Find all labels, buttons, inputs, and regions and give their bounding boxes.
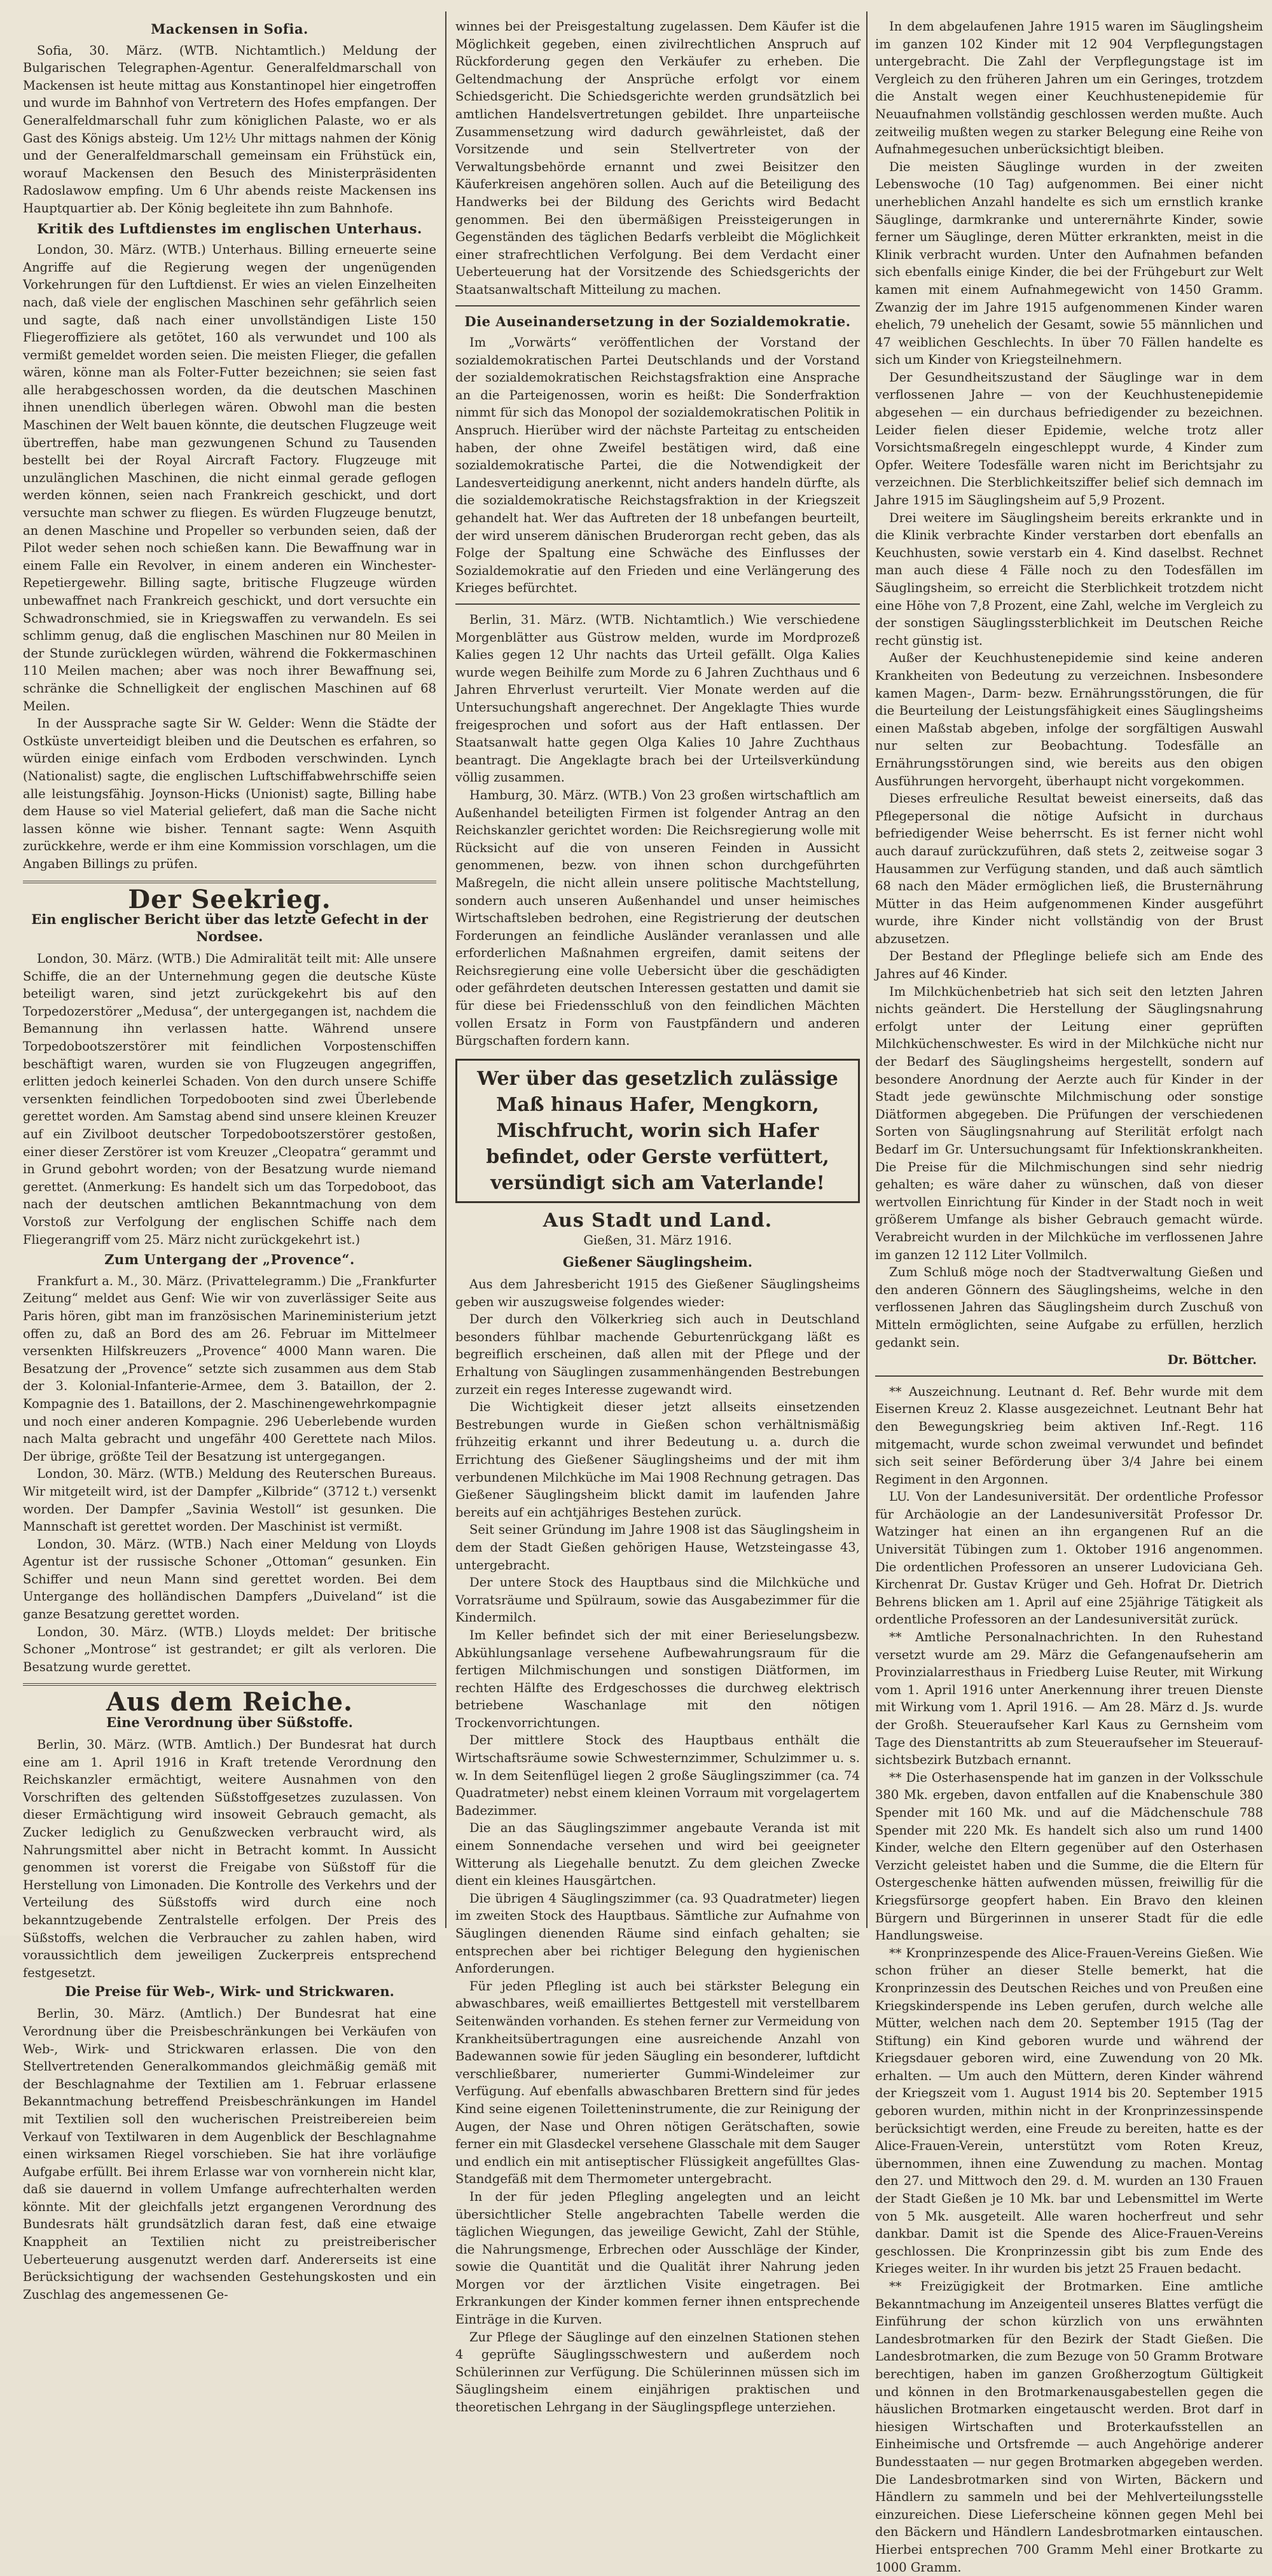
author-signature: Dr. Böttcher. (1167, 1353, 1257, 1368)
article-paragraph: In der für jeden Pflegling angelegten und an leicht übersichtlicher Stelle angebrachten Tabelle werden die täglichen Wiegungen, das jeweilige Gewicht, Zahl der Stühle, die Nahrungsmenge, Erbrechen oder Ausschläge der Kinder, sowie die Quantität und die Qualität ihrer Nahrung jeden Morgen vor der ärztlichen Visite eingetragen. Bei Erkrankungen der Kinder kommen ferner ihnen entsprechende Einträge in die Kurven. (455, 2189, 860, 2327)
subheadline-suessstoffe: Eine Verordnung über Süßstoffe. (106, 1714, 353, 1731)
article-paragraph: London, 30. März. (WTB.) Meldung des Reuterschen Bureaus. Wir mitgeteilt wird, ist der Dampfer „Kilbride“ (3712 t.) versenkt worden. Der Dampfer „Savinia Westoll“ ist gesunken. Die Mannschaft ist gerettet worden. Der Maschinist ist vermißt. (23, 1466, 436, 1534)
article-paragraph: ** Amtliche Personalnachrichten. In den Ruhestand versetzt wurde am 29. März die Gefangenaufseherin am Provinzialarresthaus in Friedberg Luise Reuter, mit Wirkung vom 1. April 1916 unter Anerkennung ihrer treuen Dienste mit Wirkung vom 1. April 1916. — Am 28. März d. Js. wurde der Großh. Steueraufseher Karl Kaus zu Gernsheim vom Tage des Dienstantritts ab zum Steueraufseher im Steueraufsichtsbezirk Butzbach ernannt. (875, 1630, 1263, 1768)
section-title-reiche: Aus dem Reiche. (106, 1687, 353, 1718)
article-paragraph: Frankfurt a. M., 30. März. (Privattelegramm.) Die „Frankfurter Zeitung“ meldet aus Genf: Wie wir von zuverlässiger Seite aus Paris hören, gibt man im französischen Marineministerium jetzt offen zu, daß an Bord des am 26. Februar im Mittelmeer versenkten Hilfskreuzers „Provence“ 4000 Mann waren. Die Besatzung der „Provence“ setzte sich zusammen aus dem Stab der 3. Kolonial-Infanterie-Armee, dem 3. Bataillon, der 2. Kompagnie des 1. Bataillons, der 2. Maschinengewehrkompagnie und noch einer anderen Kompagnie. 296 Ueberlebende wurden nach Malta gebracht und ungefähr 400 Gerettete nach Milos. Der übrige, größte Teil der Besatzung ist untergegangen. (23, 1273, 436, 1464)
article-paragraph: Berlin, 31. März. (WTB. Nichtamtlich.) Wie verschiedene Morgenblätter aus Güstrow melden, wurde im Mordprozeß Kalies gegen 12 Uhr nachts das Urteil gefällt. Olga Kalies wurde wegen Beihilfe zum Morde zu 6 Jahren Zuchthaus und 6 Jahren Ehrverlust verurteilt. Vier Monate werden auf die Untersuchungshaft angerechnet. Der Angeklagte Thies wurde freigesprochen und sofort aus der Haft entlassen. Der Staatsanwalt hatte gegen Olga Kalies 10 Jahre Zuchthaus beantragt. Die Angeklagte brach bei der Urteilsverkündung völlig zusammen. (455, 612, 860, 785)
article-paragraph: London, 30. März. (WTB.) Die Admiralität teilt mit: Alle unsere Schiffe, die an der Unternehmung gegen die deutsche Küste beteiligt waren, sind jetzt zurückgekehrt bis auf den Torpedozerstörer „Medusa“, der untergegangen ist, nachdem die Bemannung ihn verlassen hatte. Während unsere Torpedobootszerstörer mit feindlichen Vorpostenschiffen beschäftigt waren, wurden sie von Flugzeugen angegriffen, erlitten jedoch keinerlei Schaden. Von den durch unsere Schiffe versenkten feindlichen Torpedobooten sind zwei Überlebende gerettet worden. Am Samstag abend sind unsere kleinen Kreuzer auf ein Zivilboot deutscher Torpedobootszerstörer gestoßen, einer dieser Zerstörer ist vom Kreuzer „Cleopatra“ gerammt und in Grund gebohrt worden; von der Besatzung wurde niemand gerettet. (Anmerkung: Es handelt sich um das Torpedoboot, das nach der deutschen amtlichen Bekanntmachung von dem Vorstoß zur Verfolgung der englischen Schiffe nach dem Fliegerangriff vom 25. März nicht zurückgekehrt ist.) (23, 951, 436, 1247)
article-paragraph: winnes bei der Preisgestaltung zugelassen. Dem Käufer ist die Möglichkeit gegeben, einen zivilrechtlichen Anspruch auf Rückforderung gegen den Verkäufer zu erheben. Die Geltendmachung der Ansprüche erfolgt vor einem Schiedsgericht. Die Schiedsgerichte werden grundsätzlich bei amtlichen Handelsvertretungen gebildet. Ihre unparteiische Zusammensetzung wird dadurch gewährleistet, daß der Vorsitzende und sein Stellvertreter von der Verwaltungsbehörde ernannt und zwei Beisitzer den Käuferkreisen angehören sollen. Auch auf die Beteiligung des Handwerks bei der Bildung des Gerichts wird Bedacht genommen. Bei den übermäßigen Preissteigerungen in Gegenständen des täglichen Bedarfs verbleibt die Möglichkeit einer strafrechtlichen Verfolgung. Bei dem Verdacht einer Ueberteuerung hat der Vorsitzende des Schiedsgerichts der Staatsanwaltschaft Mitteilung zu machen. (455, 19, 860, 297)
article-paragraph: Drei weitere im Säuglingsheim bereits erkrankte und in die Klinik verbrachte Kinder verstarben dort ebenfalls an Keuchhusten, sowie verstarb ein 4. Kind daselbst. Rechnet man auch diese 4 Fälle noch zu den Todesfällen im Säuglingsheim, so erreicht die Sterblichkeit trotzdem nicht eine Höhe von 7,8 Prozent, eine Zahl, welche im Vergleich zu der sonstigen Säuglingssterblichkeit im Deutschen Reiche recht günstig ist. (875, 510, 1263, 648)
article-paragraph: Der mittlere Stock des Hauptbaus enthält die Wirtschaftsräume sowie Schwesternzimmer, Schulzimmer u. s. w. In dem Seitenflügel liegen 2 große Säuglingszimmer (ca. 74 Quadratmeter) nebst einem kleinen Vorraum mit vorgelagertem Badezimmer. (455, 1733, 860, 1818)
article-paragraph: Der Bestand der Pfleglinge beliefe sich am Ende des Jahres auf 46 Kinder. (875, 949, 1263, 982)
section-divider (455, 603, 860, 605)
subheadline-saeuglingsheim: Gießener Säuglingsheim. (562, 1254, 753, 1271)
dateline: Gießen, 31. März 1916. (583, 1233, 732, 1248)
notice-box: Wer über das gesetzlich zulässige Maß hinaus Hafer, Mengkorn, Mischfrucht, worin sich Hafer befindet, oder Gerste verfüttert, versündigt sich am Vaterlande! (455, 1059, 860, 1203)
column-1 (23, 18, 436, 2302)
article-paragraph: London, 30. März. (WTB.) Lloyds meldet: Der britische Schoner „Montrose“ ist gestrandet; er gilt als verloren. Die Besatzung wurde gerettet. (23, 1624, 436, 1674)
article-paragraph: Für jeden Pflegling ist auch bei stärkster Belegung ein abwaschbares, weiß emailliertes Bettgestell mit verstellbarem Seitenwänden vorhanden. Es stehen ferner zur Vermeidung von Krankheitsübertragungen eine ausreichende Anzahl von Badewannen sowie für jeden Säugling ein besonderer, luftdicht verschließbarer, numerierter Gummi-Windeleimer zur Verfügung. Auf ebenfalls abwaschbaren Brettern sind für jedes Kind seine eigenen Toiletteninstrumente, die zur Reinigung der Augen, der Nase und Ohren nötigen Gerätschaften, sowie ferner ein mit Glasdeckel versehene Glasschale mit dem Sauger und endlich ein mit antiseptischer Flüssigkeit angefülltes Glas-Standgefäß mit dem Thermometer untergebracht. (455, 1978, 860, 2187)
column-3 (875, 18, 1263, 2575)
article-paragraph: ** Auszeichnung. Leutnant d. Ref. Behr wurde mit dem Eisernen Kreuz 2. Klasse ausgezeichnet. Leutnant Behr hat den Bewegungskrieg beim aktiven Inf.-Regt. 116 mitgemacht, wurde schon zweimal verwundet und befindet sich seit seiner Beförderung über 3/4 Jahre bei einem Regiment in den Argonnen. (875, 1384, 1263, 1487)
article-paragraph: Dieses erfreuliche Resultat beweist einerseits, daß das Pflegepersonal die nötige Aufsicht in durchaus befriedigender Weise beherrscht. Es ist ferner nicht wohl auch darauf zurückzuführen, daß stets 2, zeitweise sogar 3 Hausammen zur Verfügung standen, und daß auch sämtlich 68 nach den Mäder ermöglichen ließ, die Brusternährung Mütter in das Heim aufgenommenen Kinder ausgeführt wurde, ihre Kinder nicht vollständig von der Brust abzusetzen. (875, 791, 1263, 946)
column-divider (445, 11, 446, 1928)
article-paragraph: Seit seiner Gründung im Jahre 1908 ist das Säuglingsheim in dem der Stadt Gießen gehörigen Hause, Wetzsteingasse 43, untergebracht. (455, 1522, 860, 1573)
article-paragraph: Zum Schluß möge noch der Stadtverwaltung Gießen und den anderen Gönnern des Säuglingsheims, welche in den verflossenen Jahren das Säuglingsheim durch Zuschuß von Mitteln ermöglichten, seine Aufgabe zu erfüllen, herzlich gedankt sein. (875, 1265, 1263, 1350)
column-divider (866, 11, 868, 1928)
section-divider (23, 1683, 436, 1686)
article-paragraph: LU. Von der Landesuniversität. Der ordentliche Professor für Archäologie an der Landesuniversität Professor Dr. Watzinger hat einen an ihn ergangenen Ruf an die Universität Tübingen zum 1. Oktober 1916 angenommen. Die ordentlichen Professoren an unserer Ludoviciana Geh. Kirchenrat Dr. Gustav Krüger und Geh. Hofrat Dr. Dietrich Behrens blicken am 1. April auf eine 25jährige Tätigkeit als ordentliche Professoren an der Landesuniversität zurück. (875, 1489, 1263, 1627)
headline-sozialdemokratie: Die Auseinandersetzung in der Sozialdemokratie. (464, 313, 851, 329)
article-paragraph: Zur Pflege der Säuglinge auf den einzelnen Stationen stehen 4 geprüfte Säuglingsschwestern und außerdem noch Schülerinnen zur Verfügung. Die Schülerinnen müssen sich im Säuglingsheim einem einjährigen praktischen und theoretischen Lehrgang in der Säuglingspflege unterziehen. (455, 2329, 860, 2415)
article-paragraph: Hamburg, 30. März. (WTB.) Von 23 großen wirtschaftlich am Außenhandel beteiligten Firmen ist folgender Antrag an den Reichskanzler gerichtet worden: Die Reichsregierung wolle mit Rücksicht auf die von unseren Feinden in Aussicht genommenen, bezw. von ihnen schon durchgeführten Maßregeln, die nicht allein unsere politische Machtstellung, sondern auch unseren Außenhandel und unser heimisches Wirtschaftsleben bedrohen, eine Registrierung der deutschen Forderungen an feindliche Ausländer veranlassen und alle erforderlichen Maßnahmen ergreifen, damit seitens der Reichsregierung eine volle Uebersicht über die geschädigten oder gefährdeten deutschen Interessen gestatten und damit sie für diese bei Friedensschluß von den feindlichen Mächten vollen Ersatz in Form von Faustpfändern und anderen Bürgschaften fordern kann. (455, 787, 860, 1049)
headline-provence: Zum Untergang der „Provence“. (104, 1251, 355, 1268)
article-paragraph: Aus dem Jahresbericht 1915 des Gießener Säuglingsheims geben wir auszugsweise folgendes wieder: (455, 1277, 860, 1309)
column-2 (455, 18, 860, 2415)
article-paragraph: London, 30. März. (WTB.) Nach einer Meldung von Lloyds Agentur ist der russische Schoner „Ottoman“ gesunken. Ein Schiffer und neun Mann sind gerettet worden. Bei dem Untergange des holländischen Dampfers „Duiveland“ ist die ganze Besatzung gerettet worden. (23, 1536, 436, 1622)
section-divider (23, 881, 436, 883)
article-paragraph: In der Aussprache sagte Sir W. Gelder: Wenn die Städte der Ostküste unverteidigt bleiben und die Deutschen es erfahren, so würden einige einfach vom Erdboden verschwinden. Lynch (Nationalist) sagte, die englischen Luftschiffabwehrschiffe seien alle leistungsfähig. Joynson-Hicks (Unionist) sagte, Billing habe dem Hause so viel Material geliefert, daß man die Sache nicht lassen könne wie bisher. Tennant sagte: Wenn Asquith zurückkehre, werde er ihm eine Kommission vorschlagen, um die Angaben Billings zu prüfen. (23, 716, 436, 871)
article-paragraph: Berlin, 30. März. (WTB. Amtlich.) Der Bundesrat hat durch eine am 1. April 1916 in Kraft tretende Verordnung den Reichskanzler ermächtigt, weitere Ausnahmen von den Vorschriften des geltenden Süßstoffgesetzes zuzulassen. Von dieser Ermächtigung wird insoweit Gebrauch gemacht, als Zucker lediglich zu Genußzwecken verbraucht wird, als Nahrungsmittel aber nicht in Betracht kommt. In Aussicht genommen ist vorerst die Freigabe von Süßstoff für die Herstellung von Limonaden. Die Kontrolle des Verkehrs und der Verteilung des Süßstoffs wird durch eine noch bekanntzugebende Zentralstelle erfolgen. Der Preis des Süßstoffs, welchen die Verbraucher zu zahlen haben, wird voraussichtlich dem jeweiligen Zuckerpreis entsprechend festgesetzt. (23, 1737, 436, 1980)
article-paragraph: Die Wichtigkeit dieser jetzt allseits einsetzenden Bestrebungen wurde in Gießen schon verhältnismäßig frühzeitig erkannt und ihrer Bedeutung u. a. durch die Errichtung des Gießener Säuglingsheims und der mit ihm verbundenen Milchküche im Mai 1908 Rechnung getragen. Das Gießener Säuglingsheim blickt damit im laufenden Jahre bereits auf ein achtjähriges Bestehen zurück. (455, 1400, 860, 1520)
article-paragraph: In dem abgelaufenen Jahre 1915 waren im Säuglingsheim im ganzen 102 Kinder mit 12 904 Verpflegungstagen untergebracht. Die Zahl der Verpflegungstage ist im Vergleich zu den früheren Jahren um ein Geringes, trotzdem die Anstalt wegen einer Keuchhustenepidemie für Neuaufnahmen vollständig geschlossen werden mußte. Auch zeitweilig mußten wegen zu starker Belegung eine Reihe von Aufnahmegesuchen unberücksichtigt bleiben. (875, 19, 1263, 157)
article-paragraph: Der Gesundheitszustand der Säuglinge war in dem verflossenen Jahre — von der Keuchhustenepidemie abgesehen — ein durchaus befriedigender zu bezeichnen. Leider fielen dieser Epidemie, welche trotz aller Vorsichtsmaßregeln eingeschleppt wurde, 4 Kinder zum Opfer. Weitere Todesfälle waren nicht im Berichtsjahr zu verzeichnen. Die Sterblichkeitsziffer belief sich demnach im Jahre 1915 im Säuglingsheim auf 5,9 Prozent. (875, 369, 1263, 508)
section-title-stadt: Aus Stadt und Land. (543, 1209, 773, 1232)
article-paragraph: ** Kronprinzespende des Alice-Frauen-Vereins Gießen. Wie schon früher an dieser Stelle bemerkt, hat die Kronprinzessin des Deutschen Reiches und von Preußen eine Kriegskinderspende ins Leben gerufen, durch welche alle Mütter, welchen nach dem 20. September 1915 (Tag der Stiftung) ein Kind geboren wurde und während der Kriegsdauer geboren wird, eine Zuwendung von 20 Mk. erhalten. — Um auch den Müttern, deren Kinder während der Kriegszeit vom 1. August 1914 bis 20. September 1915 geboren wurden, mithin nicht in der Kronprinzessinspende berücksichtigt werden, eine Freude zu bereiten, hatte es der Alice-Frauen-Verein, unterstützt vom Roten Kreuz, übernommen, ihnen eine Zuwendung zu machen. Montag den 27. und Mittwoch den 29. d. M. wurden an 130 Frauen der Stadt Gießen je 10 Mk. bar und Lebensmittel im Werte von 5 Mk. ausgeteilt. Alle waren hocherfreut und sehr dankbar. Damit ist die Spende des Alice-Frauen-Vereins geschlossen. Die Kronprinzessin gibt bis zum Ende des Krieges weiter. In ihr wurden bis jetzt 25 Frauen bedacht. (875, 1945, 1263, 2276)
article-paragraph: Die meisten Säuglinge wurden in der zweiten Lebenswoche (10 Tag) aufgenommen. Bei einer nicht unerheblichen Anzahl handelte es sich um ernstlich kranke Säuglinge, darmkranke und unterernährte Kinder, sowie ferner um Säuglinge, deren Mütter erkrankten, meist in die Klinik verbracht wurden. Unter den Aufnahmen befanden sich ebenfalls einige Kinder, die bei der Frühgeburt zur Welt kamen mit einem Aufnahmegewicht von 1450 Gramm. Zwanzig der im Jahre 1915 aufgenommenen Kinder waren ehelich, 79 unehelich der Gesamt, sowie 55 männlichen und 47 weiblichen Geschlechts. In über 70 Fällen handelte es sich um Kinder von Kriegsteilnehmern. (875, 159, 1263, 368)
article-paragraph: Der untere Stock des Hauptbaus sind die Milchküche und Vorratsräume und Spülraum, sowie das Ausgabezimmer für die Kindermilch. (455, 1575, 860, 1625)
subheadline-webwaren: Die Preise für Web-, Wirk- und Strickwaren. (65, 1983, 394, 2000)
article-paragraph: Der durch den Völkerkrieg sich auch in Deutschland besonders fühlbar machende Geburtenrückgang läßt es begreiflich erscheinen, daß allen mit der Pflege und der Erhaltung von Säuglingen zusammenhängenden Bestrebungen zurzeit ein reges Interesse zugewandt wird. (455, 1312, 860, 1397)
article-paragraph: Im Keller befindet sich der mit einer Berieselungsbezw. Abkühlungsanlage versehene Aufbewahrungsraum für die fertigen Milchmischungen und sonstigen Diätformen, im rechten Hälfte des Erdgeschosses die durchweg elektrisch betriebene Waschanlage mit den nötigen Trockenvorrichtungen. (455, 1627, 860, 1730)
subheadline-seekrieg: Ein englischer Bericht über das letzte Gefecht in der Nordsee. (31, 911, 428, 945)
article-paragraph: Im „Vorwärts“ veröffentlichen der Vorstand der sozialdemokratischen Partei Deutschlands und der Vorstand der sozialdemokratischen Reichstagsfraktion eine Ansprache an die Parteigenossen, worin es heißt: Die Sonderfraktion nimmt für sich das Monopol der sozialdemokratischen Politik in Anspruch. Hierüber wird der nächste Parteitag zu entscheiden haben, der ohne Zweifel bestätigen wird, daß eine sozialdemokratische Partei, die die Notwendigkeit der Landesverteidigung anerkennt, nicht anders handeln dürfte, als die sozialdemokratische Reichstagsfraktion in der Kriegszeit gehandelt hat. Wer das Auftreten der 18 unbefangen beurteilt, der wird unserem dänischen Bruderorgan recht geben, das als Folge der Spaltung eine Schwäche des Einflusses der Sozialdemokratie auf den Frieden und eine Verlängerung des Krieges befürchtet. (455, 335, 860, 596)
article-paragraph: Sofia, 30. März. (WTB. Nichtamtlich.) Meldung der Bulgarischen Telegraphen-Agentur. Generalfeldmarschall von Mackensen ist heute mittag aus Konstantinopel hier eingetroffen und wurde im Bahnhof von Vertretern des Hofes empfangen. Der Generalfeldmarschall fuhr zum königlichen Palaste, wo er als Gast des Königs absteig. Um 12½ Uhr mittags nahmen der König und der Generalfeldmarschall gemeinsam ein Frühstück ein, worauf Mackensen den Besuch des Ministerpräsidenten Radoslawow empfing. Um 6 Uhr abends reiste Mackensen ins Hauptquartier ab. Der König begleitete ihn zum Bahnhofe. (23, 43, 436, 216)
section-divider (455, 305, 860, 307)
article-paragraph: Im Milchküchenbetrieb hat sich seit den letzten Jahren nichts geändert. Die Herstellung der Säuglingsnahrung erfolgt unter der Leitung einer geprüften Milchküchenschwester. Es wird in der Milchküche nicht nur der Bedarf des Säuglingsheims hergestellt, sondern auf besondere Anordnung der Aerzte auch für Kinder in der Stadt jede gewünschte Milchmischung oder sonstige Diätformen abgegeben. Die Prüfungen der verschiedenen Sorten von Säuglingsnahrung auf Sterilität erfolgt nach Bedarf im Gr. Untersuchungsamt für Infektionskrankheiten. Die Preise für die Milchmischungen sind sehr niedrig gehalten; es wäre daher zu wünschen, daß von dieser wertvollen Einrichtung für Kinder in der Stadt noch in weit größerem Umfange als bisher Gebrauch gemacht würde. Verabreicht wurden in der Milchküche im verflossenen Jahre im ganzen 12 112 Liter Vollmilch. (875, 984, 1263, 1262)
article-paragraph: Berlin, 30. März. (Amtlich.) Der Bundesrat hat eine Verordnung über die Preisbeschränkungen bei Verkäufen von Web-, Wirk- und Strickwaren erlassen. Die von den Stellvertretenden Generalkommandos gleichmäßig gemäß mit der Beschlagnahme der Textilien am 1. Februar erlassene Bekanntmachung betreffend Preisbeschränkungen im Handel mit Textilien soll den wucherischen Preistreibereien beim Verkauf von Textilwaren in dem Augenblick der Beschlagnahme einen wirksamen Riegel vorschieben. Sie hat ihre vorläufige Aufgabe erfüllt. Bei ihrem Erlasse war von vornherein nicht klar, daß sie dauernd in vollem Umfange aufrechterhalten werden könnte. Mit der gleichfalls jetzt ergangenen Verordnung des Bundesrats hält grundsätzlich daran fest, daß eine etwaige Knappheit an Textilien nicht zu preistreiberischer Ueberteuerung ausgenutzt werden darf. Andererseits ist eine Berücksichtigung der wachsenden Gestehungskosten und ein Zuschlag des angemessenen Ge- (23, 2006, 436, 2302)
article-paragraph: ** Die Osterhasenspende hat im ganzen in der Volksschule 380 Mk. ergeben, davon entfallen auf die Knabenschule 380 Spender mit 160 Mk. und auf die Mädchenschule 788 Spender mit 220 Mk. Es handelt sich also um rund 1400 Kinder, welche den Eltern gegenüber auf den Osterhasen Verzicht geleistet haben und die Summe, die die Eltern für Ostergeschenke hätten aufwenden müssen, freiwillig für die Kriegsfürsorge geopfert haben. Ein Bravo den kleinen Bürgern und Bürgerinnen in unserer Stadt für die edle Handlungsweise. (875, 1770, 1263, 1943)
headline-mackensen: Mackensen in Sofia. (151, 21, 308, 37)
article-paragraph: London, 30. März. (WTB.) Unterhaus. Billing erneuerte seine Angriffe auf die Regierung wegen der ungenügenden Vorkehrungen für den Luftdienst. Er wies an vielen Einzelheiten nach, daß viele der englischen Maschinen sehr gefährlich seien und sagte, daß nach einer unvollständigen Liste 150 Fliegeroffiziere als getötet, 160 als verwundet und 100 als vermißt gemeldet worden seien. Die meisten Flieger, die gefallen wären, könne man als Folter-Futter bezeichnen; sie seien fast alle herabgeschossen worden, da die deutschen Maschinen ihnen unendlich überlegen wären. Obwohl man die besten Maschinen der Welt bauen könnte, die deutschen Flugzeuge weit übertreffen, habe man gezwungenen Schund zu Tausenden bestellt bei der Royal Aircraft Factory. Flugzeuge mit unzulänglichen Maschinen, die nicht einmal gerade geflogen werden können, seien nach Frankreich geschickt, und dort versuchte man schwer zu fliegen. Es würden Flugzeuge benutzt, an denen Maschine und Propeller so verbunden seien, daß der Pilot weder sehen noch schießen kann. Die Bewaffnung war in einem Falle ein Revolver, in einem anderen ein Winchester-Repetiergewehr. Billing sagte, britische Flugzeuge würden unbewaffnet nach Frankreich geschickt, und dort versuchte ein Schwadronschmied, sie in Kriegswaffen zu verwandeln. Es sei schlimm genug, daß die englischen Maschinen nur 80 Meilen in der Stunde zurücklegen würden, während die Fokkermaschinen 110 Meilen machen; aber was noch ihrer Bewaffnung sei, schränke die Schnelligkeit der englischen Maschinen auf 68 Meilen. (23, 242, 436, 713)
article-paragraph: Die übrigen 4 Säuglingszimmer (ca. 93 Quadratmeter) liegen im zweiten Stock des Hauptbaus. Sämtliche zur Aufnahme von Säuglingen dienenden Räume sind einfach gehalten; sie entsprechen aber bei richtiger Belegung den hygienischen Anforderungen. (455, 1891, 860, 1976)
section-divider (875, 1375, 1263, 1377)
article-paragraph: Die an das Säuglingszimmer angebaute Veranda ist mit einem Sonnendache versehen und wird bei geeigneter Witterung als Liegehalle benutzt. Zu dem gleichen Zwecke dient ein kleines Hausgärtchen. (455, 1821, 860, 1889)
article-paragraph: Außer der Keuchhustenepidemie sind keine anderen Krankheiten von Bedeutung zu verzeichnen. Insbesondere kamen Magen-, Darm- bezw. Ernährungsstörungen, die für die Beurteilung der Leistungsfähigkeit eines Säuglingsheims einen Maßstab abgeben, infolge der sorgfältigen Auswahl nur selten zur Beobachtung. Todesfälle an Ernährungsstörungen sind, wie bereits aus den obigen Ausführungen hervorgeht, überhaupt nicht vorgekommen. (875, 651, 1263, 789)
article-paragraph: ** Freizügigkeit der Brotmarken. Eine amtliche Bekanntmachung im Anzeigenteil unseres Blattes verfügt die Einführung der schon kürzlich von uns erwähnten Landesbrotmarken für den Bezirk der Stadt Gießen. Die Landesbrotmarken, die zum Bezuge von 50 Gramm Brotware berechtigen, haben im ganzen Großherzogtum Gültigkeit und können in den Brotmarkenausgabestellen gegen die häuslichen Brotmarken eingetauscht werden. Brot darf in hiesigen Wirtschaften und Broterkaufsstellen an Einheimische und Ortsfremde — auch Angehörige anderer Bundesstaaten — nur gegen Brotmarken abgegeben werden. Die Landesbrotmarken sind von Wirten, Bäckern und Händlern zu sammeln und bei der Mehlverteilungsstelle einzureichen. Diese Lieferscheine können gegen Mehl bei den Bäckern und Händlern Landesbrotmarken eintauschen. Hierbei entsprechen 700 Gramm Mehl einer Brotkarte zu 1000 Gramm. (875, 2279, 1263, 2575)
headline-kritik: Kritik des Luftdienstes im englischen Unterhaus. (37, 220, 422, 237)
section-title-seekrieg: Der Seekrieg. (128, 884, 331, 914)
